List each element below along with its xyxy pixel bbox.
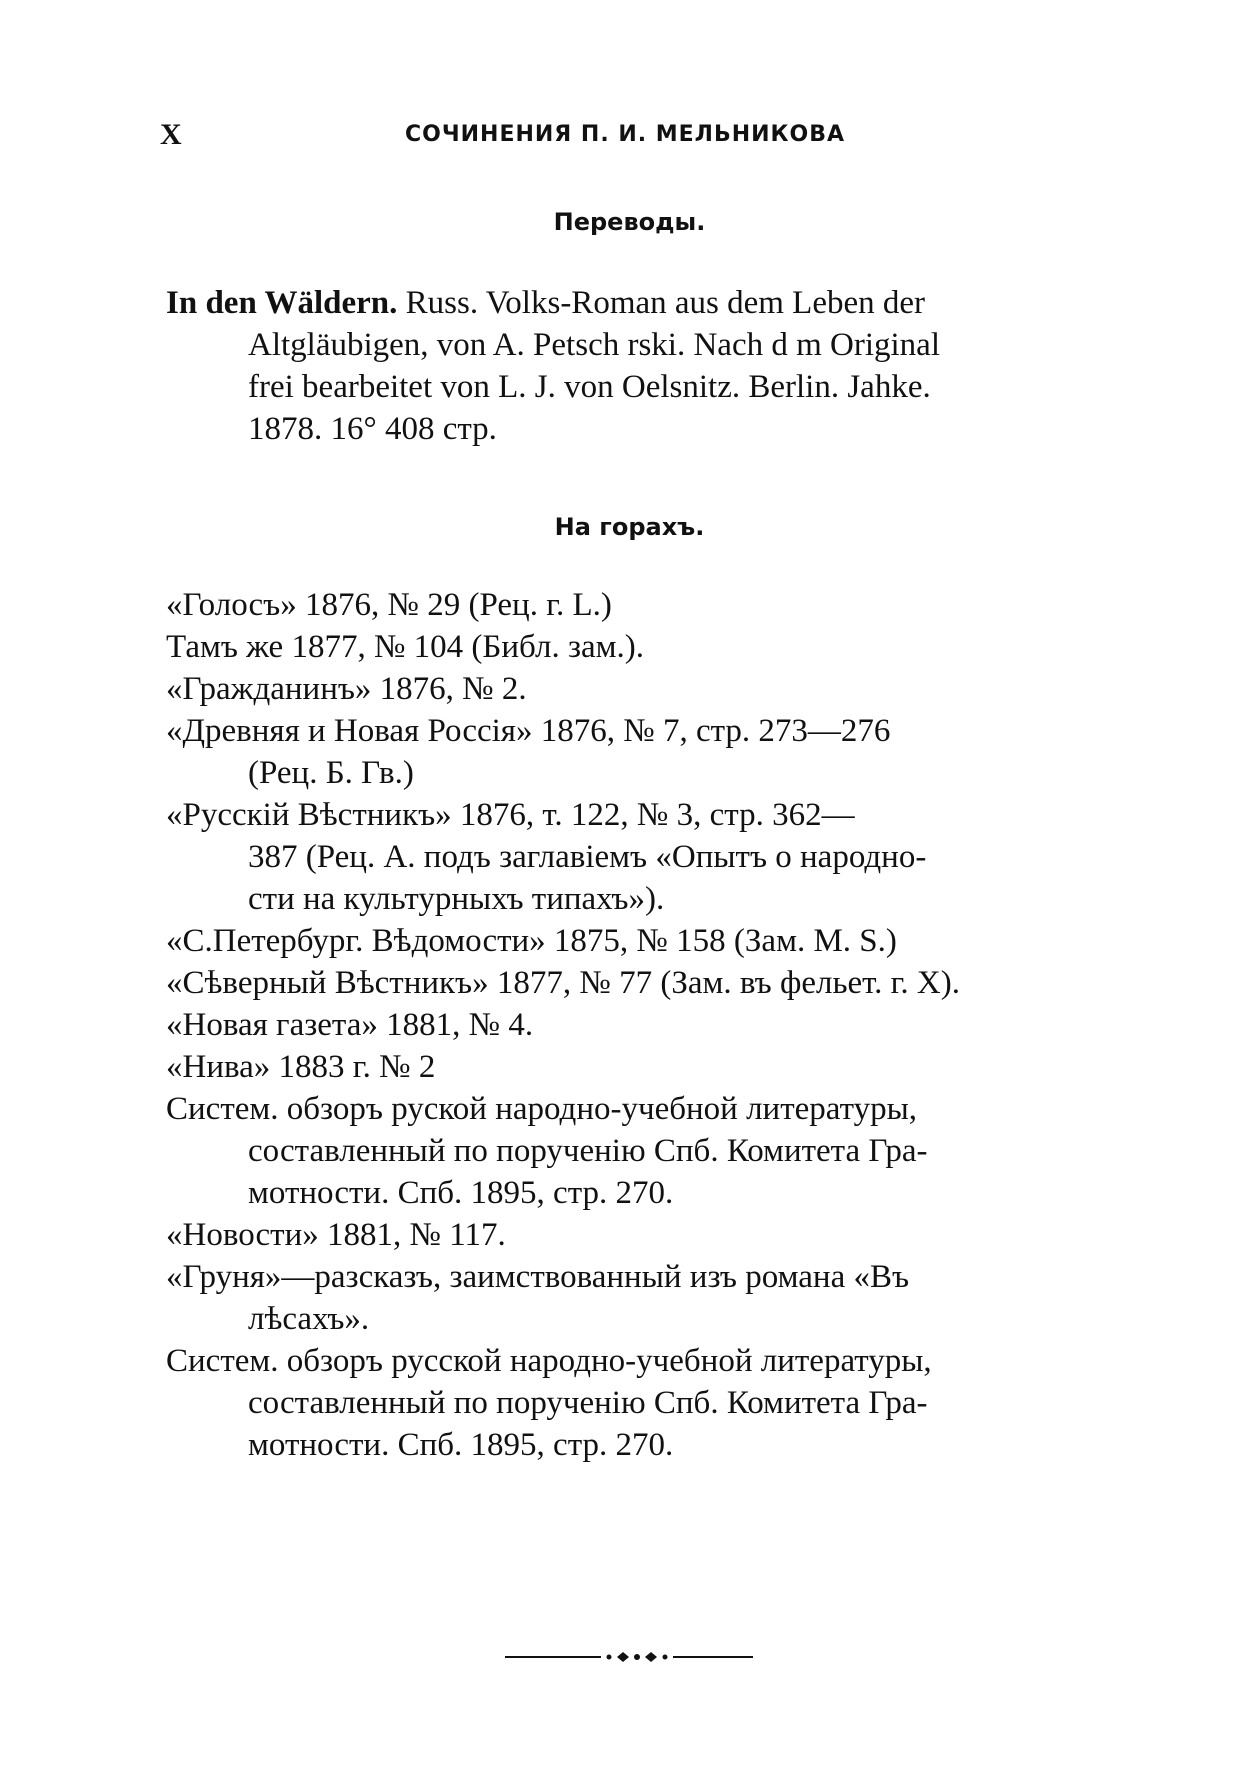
entry-line: «Русскій Вѣстникъ» 1876, т. 122, № 3, стр. 362— xyxy=(166,797,855,833)
entry-line: сти на культурныхъ типахъ»). xyxy=(248,881,665,917)
entry-line: Altgläubigen, von A. Petsch rski. Nach d m Original xyxy=(248,327,940,363)
entry-line: «С.Петербург. Вѣдомости» 1875, № 158 (Зам. M. S.) xyxy=(166,923,897,959)
entry-line: «Нива» 1883 г. № 2 xyxy=(166,1049,436,1085)
bibliography-entry xyxy=(166,1088,1106,1214)
entry-line: «Новости» 1881, № 117. xyxy=(166,1217,506,1253)
entry-line: «Древняя и Новая Россія» 1876, № 7, стр. 273—276 xyxy=(166,713,891,749)
entry-line: «Голосъ» 1876, № 29 (Рец. г. L.) xyxy=(166,587,612,623)
bibliography-entry xyxy=(166,1214,1106,1256)
entry-line: Тамъ же 1877, № 104 (Библ. зам.). xyxy=(166,629,645,665)
entry-line: 387 (Рец. А. подъ заглавіемъ «Опытъ о народно- xyxy=(248,839,927,875)
ornament-divider xyxy=(505,1651,753,1663)
bibliography-entry xyxy=(166,282,1106,450)
entry-line: 1878. 16° 408 стр. xyxy=(248,411,497,447)
entry-line: «Гражданинъ» 1876, № 2. xyxy=(166,671,527,707)
entry-line: лѣсахъ». xyxy=(248,1301,370,1337)
bibliography-entry xyxy=(166,626,1106,668)
running-head xyxy=(160,118,1100,158)
entry-line: составленный по порученію Спб. Комитета Гра- xyxy=(248,1385,928,1421)
entry-line: (Рец. Б. Гв.) xyxy=(248,755,414,791)
entry-line: frei bearbeitet von L. J. von Oelsnitz. Berlin. Jahke. xyxy=(248,369,931,405)
bibliography-entry xyxy=(166,1004,1106,1046)
entry-line: Систем. обзоръ русской народно-учебной литературы, xyxy=(166,1343,932,1379)
bibliography-entry xyxy=(166,584,1106,626)
entry-line: Систем. обзоръ руской народно-учебной литературы, xyxy=(166,1091,917,1127)
bibliography-entry xyxy=(166,1256,1106,1340)
entry-line: «Новая газета» 1881, № 4. xyxy=(166,1007,534,1043)
bibliography-entry xyxy=(166,962,1106,1004)
entry-line: «Сѣверный Вѣстникъ» 1877, № 77 (Зам. въ фельет. г. X). xyxy=(166,965,960,1001)
bibliography-entry xyxy=(166,794,1106,920)
entry-line: мотности. Спб. 1895, стр. 270. xyxy=(248,1427,674,1463)
bibliography-entry xyxy=(166,710,1106,794)
bibliography-entry xyxy=(166,1046,1106,1088)
section-heading-translations: Переводы. xyxy=(553,208,706,236)
bibliography-entry xyxy=(166,920,1106,962)
section-heading-on-the-hills: На горахъ. xyxy=(554,513,705,541)
entry-line: мотности. Спб. 1895, стр. 270. xyxy=(248,1175,674,1211)
entry-line: составленный по порученію Спб. Комитета Гра- xyxy=(248,1133,928,1169)
entry-lead-title: In den Wäldern. xyxy=(166,285,398,321)
page-number: X xyxy=(160,118,182,151)
bibliography-entry xyxy=(166,1340,1106,1466)
entry-line: Russ. Volks-Roman aus dem Leben der xyxy=(397,285,926,321)
bibliography-entry xyxy=(166,668,1106,710)
running-title: СОЧИНЕНИЯ П. И. МЕЛЬНИКОВА xyxy=(405,122,846,147)
entry-line: «Груня»—разсказъ, заимствованный изъ романа «Въ xyxy=(166,1259,910,1295)
